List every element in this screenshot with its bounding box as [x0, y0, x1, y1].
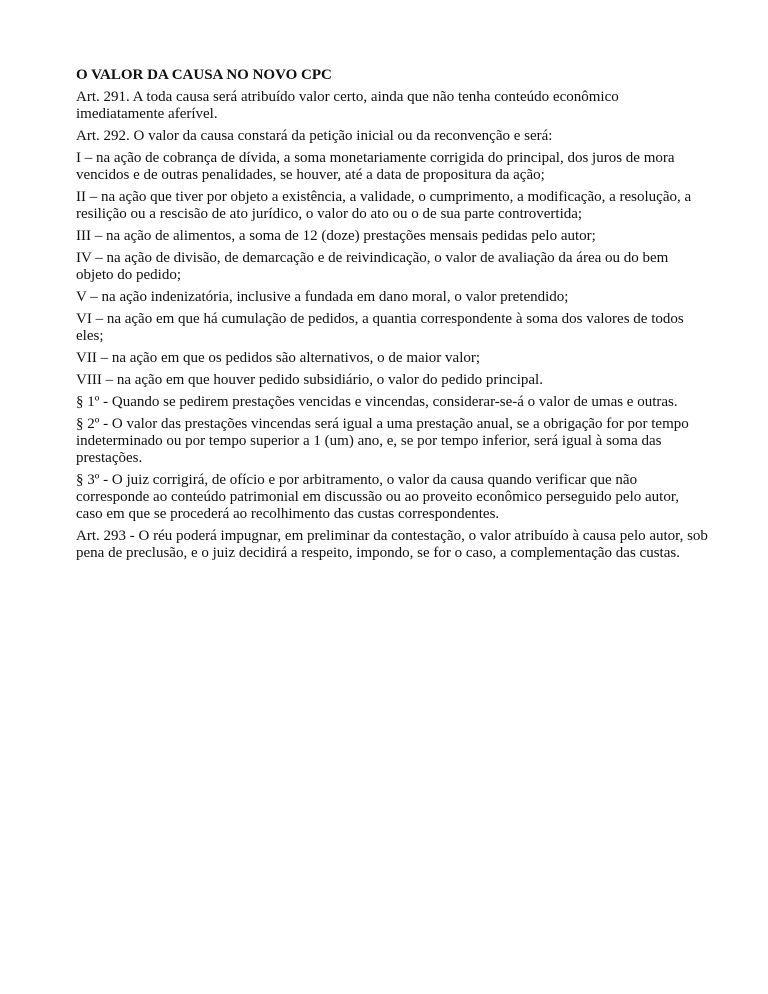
- item-iii: III – na ação de alimentos, a soma de 12 (doze) prestações mensais pedidas pelo autor;: [76, 228, 596, 244]
- article-292: Art. 292. O valor da causa constará da petição inicial ou da reconvenção e será:: [76, 128, 553, 144]
- paragraph-3: § 3º - O juiz corrigirá, de ofício e por arbitramento, o valor da causa quando verificar que não corresponde ao conteúdo patrimonial em discussão ou ao proveito econômico perseguido pelo autor, caso em que se procederá ao recolhimento das custas correspondentes.: [76, 472, 679, 522]
- item-v: V – na ação indenizatória, inclusive a fundada em dano moral, o valor pretendido;: [76, 289, 569, 305]
- item-viii: VIII – na ação em que houver pedido subsidiário, o valor do pedido principal.: [76, 372, 543, 388]
- item-ii: II – na ação que tiver por objeto a existência, a validade, o cumprimento, a modificação, a resolução, a resilição ou a rescisão de ato jurídico, o valor do ato ou o de sua parte controvertida;: [76, 189, 692, 222]
- article-293: Art. 293 - O réu poderá impugnar, em preliminar da contestação, o valor atribuído à causa pelo autor, sob pena de preclusão, e o juiz decidirá a respeito, impondo, se for o caso, a complementação das custas.: [76, 528, 708, 561]
- item-vii: VII – na ação em que os pedidos são alternativos, o de maior valor;: [76, 350, 481, 366]
- document-page: [76, 67, 708, 567]
- paragraph-2: § 2º - O valor das prestações vincendas será igual a uma prestação anual, se a obrigação for por tempo indeterminado ou por tempo superior a 1 (um) ano, e, se por tempo inferior, será igual à soma das prestações.: [76, 416, 689, 466]
- paragraph-1: § 1º - Quando se pedirem prestações vencidas e vincendas, considerar-se-á o valor de umas e outras.: [76, 394, 678, 410]
- item-iv: IV – na ação de divisão, de demarcação e de reivindicação, o valor de avaliação da área ou do bem objeto do pedido;: [76, 250, 669, 283]
- item-i: I – na ação de cobrança de dívida, a soma monetariamente corrigida do principal, dos juros de mora vencidos e de outras penalidades, se houver, até a data de propositura da ação;: [76, 150, 675, 183]
- article-291: Art. 291. A toda causa será atribuído valor certo, ainda que não tenha conteúdo econômico imediatamente aferível.: [76, 89, 619, 122]
- document-title: O VALOR DA CAUSA NO NOVO CPC: [76, 67, 332, 83]
- item-vi: VI – na ação em que há cumulação de pedidos, a quantia correspondente à soma dos valores de todos eles;: [76, 311, 684, 344]
